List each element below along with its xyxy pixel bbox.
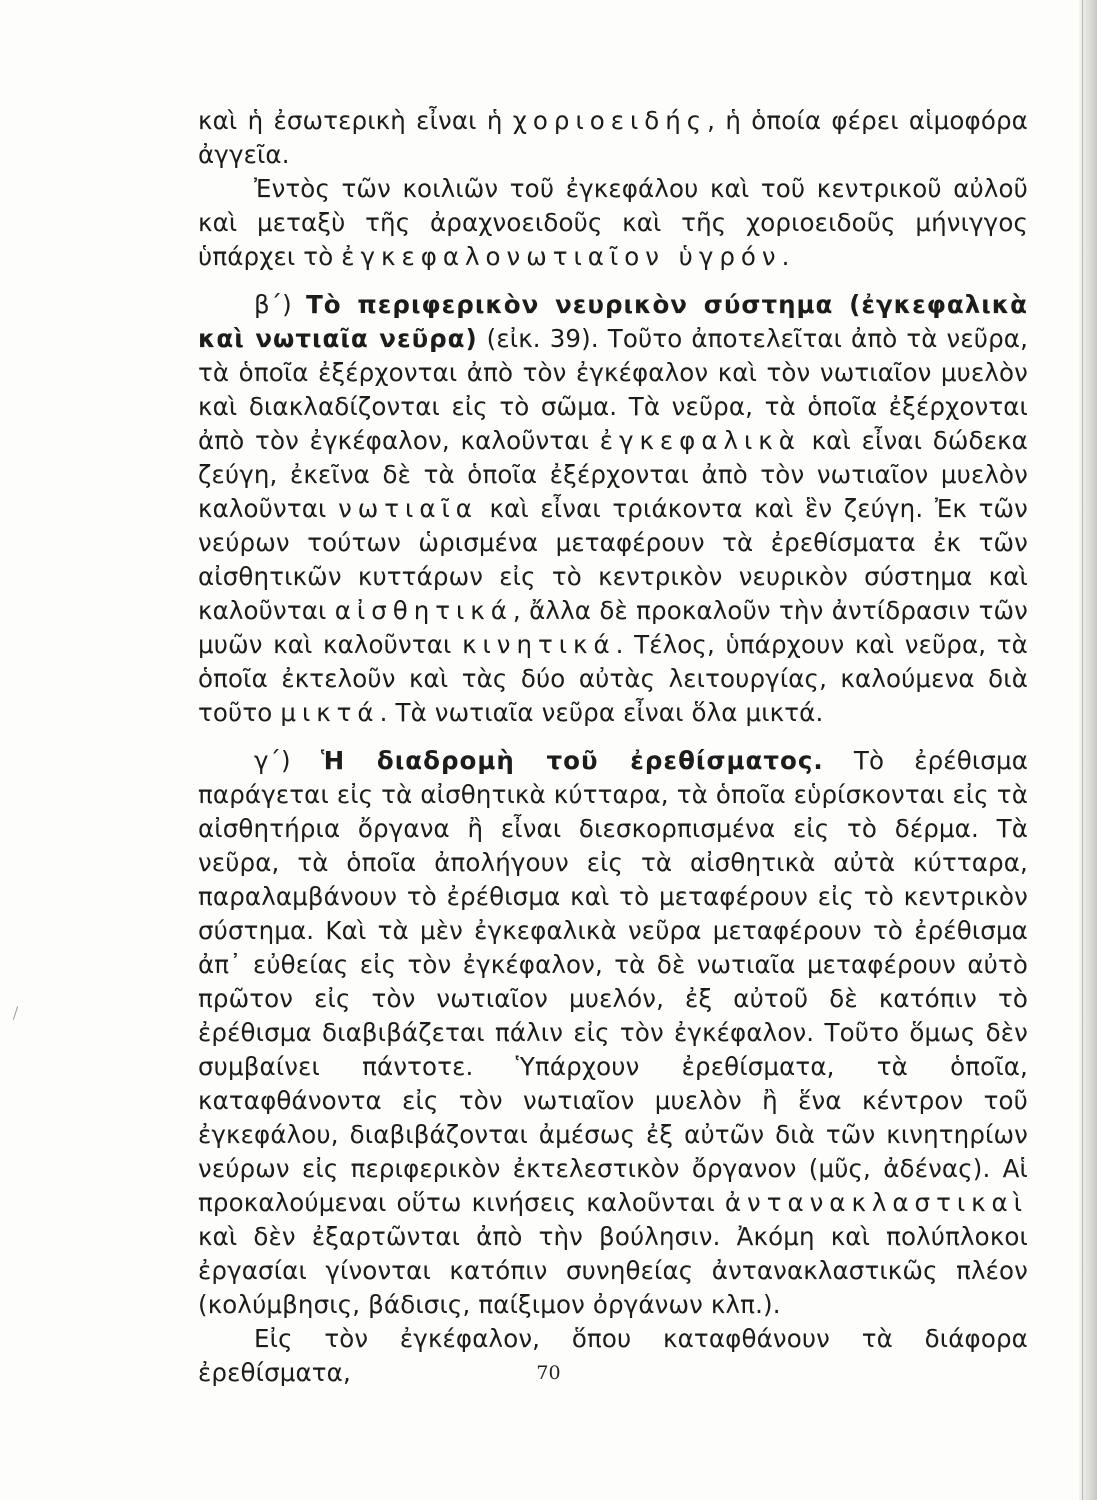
section-heading-stimulus: Ἡ διαδρομὴ τοῦ ἐρεθίσματος.: [320, 746, 824, 775]
text-run: . Τὰ νωτιαῖα νεῦρα εἶναι ὅλα μικτά.: [379, 698, 824, 727]
spaced-term-spinal: νωτιαῖα: [338, 494, 478, 523]
paragraph-peripheral-nervous-system: [198, 288, 1028, 730]
text-run: καὶ εἶναι τριάκοντα καὶ ἓν ζεύγη. Ἐκ τῶν νεύρων τούτων ὡρισμένα μεταφέρουν τὰ ἐρεθίσματα ἐκ τῶν αἰσθητικῶν κυττάρων εἰς τὸ κεντρικὸν νευρικὸν σύστημα καὶ καλοῦνται: [198, 494, 1028, 625]
text-run: Εἰς τὸν ἐγκέφαλον, ὅπου καταφθάνουν τὰ διάφορα ἐρεθίσματα,: [198, 1324, 1028, 1387]
page-number: 70: [536, 1362, 561, 1384]
text-run: καὶ εἶναι δώδεκα ζεύγη, ἐκεῖνα δὲ τὰ ὁποῖα ἐξέρχονται ἀπὸ τὸν νωτιαῖον μυελὸν καλοῦνται: [198, 426, 1028, 523]
spaced-term-choroid: χοριοειδής: [512, 106, 708, 135]
text-run: Ἐντὸς τῶν κοιλιῶν τοῦ ἐγκεφάλου καὶ τοῦ κεντρικοῦ αὐλοῦ καὶ μεταξὺ τῆς ἀραχνοειδοῦς καὶ τῆς χοριοειδοῦς μήνιγγος ὑπάρχει τὸ: [198, 174, 1028, 271]
section-heading-peripheral: Τὸ περιφερικὸν νευρικὸν σύστημα (ἐγκεφαλικὰ καὶ νωτιαῖα νεῦρα): [198, 290, 1028, 353]
spaced-term-csf: ἐγκεφαλονωτιαῖον ὑγρόν: [341, 242, 782, 271]
margin-pencil-mark: [13, 1006, 18, 1020]
paragraph-choroid: [198, 104, 1028, 172]
text-run: καὶ δὲν ἐξαρτῶνται ἀπὸ τὴν βούλησιν. Ἀκόμη καὶ πολύπλοκοι ἐργασίαι γίνονται κατόπιν συνηθείας ἀντανακλαστικῶς πλέον (κολύμβησις, βάδισις, παίξιμον ὀργάνων κλπ.).: [198, 1222, 1028, 1319]
text-run: , ἡ ὁποία φέρει αἱμοφόρα ἀγγεῖα.: [198, 106, 1028, 169]
section-marker-gamma: γ΄): [254, 746, 291, 775]
text-run: . Τέλος, ὑπάρχουν καὶ νεῦρα, τὰ ὁποῖα ἐκτελοῦν καὶ τὰς δύο αὐτὰς λειτουργίας, καλούμενα διὰ τοῦτο: [198, 630, 1028, 727]
text-run: (εἰκ. 39). Τοῦτο ἀποτελεῖται ἀπὸ τὰ νεῦρα, τὰ ὁποῖα ἐξέρχονται ἀπὸ τὸν ἐγκέφαλον καὶ τὸν νωτιαῖον μυελὸν καὶ διακλαδίζονται εἰς τὸ σῶμα. Τὰ νεῦρα, τὰ ὁποῖα ἐξέρχονται ἀπὸ τὸν ἐγκέφαλον, καλοῦνται: [198, 324, 1029, 455]
spaced-term-sensory: αἰσθητικά: [334, 596, 513, 625]
spaced-term-reflex: ἀντανακλαστικαὶ: [724, 1188, 1028, 1217]
section-marker-beta: β΄): [254, 290, 292, 319]
text-run: .: [781, 242, 790, 271]
text-run: καὶ ἡ ἐσωτερικὴ εἶναι ἡ: [198, 106, 503, 135]
paragraph-stimulus-pathway: [198, 744, 1028, 1322]
text-run: , ἄλλα δὲ προκαλοῦν τὴν ἀντίδρασιν τῶν μυῶν καὶ καλοῦνται: [198, 596, 1028, 659]
text-run: Τὸ ἐρέθισμα παράγεται εἰς τὰ αἰσθητικὰ κύτταρα, τὰ ὁποῖα εὑρίσκονται εἰς τὰ αἰσθητήρια ὄργανα ἢ εἶναι διεσκορπισμένα εἰς τὸ δέρμα. Τὰ νεῦρα, τὰ ὁποῖα ἀπολήγουν εἰς τὰ αἰσθητικὰ αὐτὰ κύτταρα, παραλαμβάνουν τὸ ἐρέθισμα καὶ τὸ μεταφέρουν εἰς τὸ κεντρικὸν σύστημα. Καὶ τὰ μὲν ἐγκεφαλικὰ νεῦρα μεταφέρουν τὸ ἐρέθισμα ἀπ᾿ εὐθείας εἰς τὸν ἐγκέφαλον, τὰ δὲ νωτιαῖα μεταφέρουν αὐτὸ πρῶτον εἰς τὸν νωτιαῖον μυελόν, ἐξ αὐτοῦ δὲ κατόπιν τὸ ἐρέθισμα διαβιβάζεται πάλιν εἰς τὸν ἐγκέφαλον. Τοῦτο ὅμως δὲν συμβαίνει πάντοτε. Ὑπάρχουν ἐρεθίσματα, τὰ ὁποῖα, καταφθάνοντα εἰς τὸν νωτιαῖον μυελὸν ἢ ἕνα κέντρον τοῦ ἐγκεφάλου, διαβιβάζονται ἀμέσως ἐξ αὐτῶν διὰ τῶν κινητηρίων νεύρων εἰς περιφερικὸν ἐκτελεστικὸν ὄργανον (μῦς, ἀδένας). Αἱ προκαλούμεναι οὕτω κινήσεις καλοῦνται: [198, 746, 1028, 1217]
body-text: [198, 104, 1028, 1390]
spaced-term-cranial: ἐγκεφαλικὰ: [599, 426, 801, 455]
paragraph-cerebrospinal-fluid: [198, 172, 1028, 274]
spaced-term-mixed: μικτά: [280, 698, 380, 727]
spaced-term-motor: κινητικά: [462, 630, 616, 659]
page-binding-edge: [1082, 0, 1083, 1500]
